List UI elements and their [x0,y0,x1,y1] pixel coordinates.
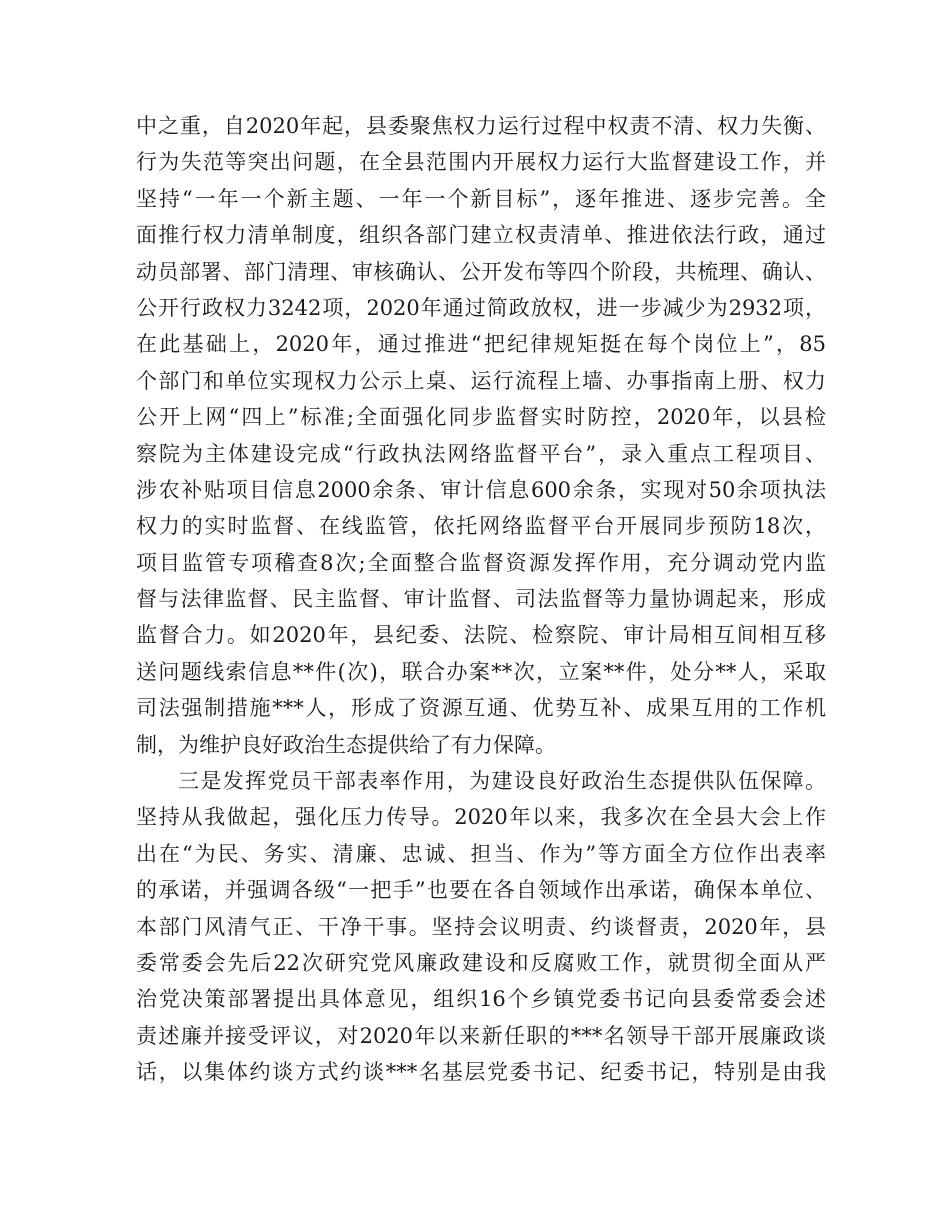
text-line: 送问题线索信息**件(次)，联合办案**次，立案**件，处分**人，采取 [136,659,826,684]
text-line: 委常委会先后22次研究党风廉政建设和反腐败工作，就贯彻全面从严 [136,950,826,975]
text-line: 涉农补贴项目信息2000余条、审计信息600余条，实现对50余项执法 [136,477,826,502]
text-line: 出在“为民、务实、清廉、忠诚、担当、作为”等方面全方位作出表率 [136,841,826,866]
text-line: 本部门风清气正、干净干事。坚持会议明责、约谈督责，2020年，县 [136,914,826,939]
text-line: 坚持“一年一个新主题、一年一个新目标”，逐年推进、逐步完善。全 [136,186,826,211]
text-line: 权力的实时监督、在线监管，依托网络监督平台开展同步预防18次， [136,514,826,539]
text-line: 制，为维护良好政治生态提供给了有力保障。 [136,732,556,757]
text-line: 个部门和单位实现权力公示上桌、运行流程上墙、办事指南上册、权力 [136,368,826,393]
text-line: 中之重，自2020年起，县委聚焦权力运行过程中权责不清、权力失衡、 [136,114,826,138]
text-line: 行为失范等突出问题，在全县范围内开展权力运行大监督建设工作，并 [136,150,826,175]
text-line: 公开上网“四上”标准;全面强化同步监督实时防控，2020年，以县检 [136,405,826,430]
text-line: 话，以集体约谈方式约谈***名基层党委书记、纪委书记，特别是由我 [136,1060,826,1085]
text-line: 动员部署、部门清理、审核确认、公开发布等四个阶段，共梳理、确认、 [136,259,826,284]
text-line: 项目监管专项稽查8次;全面整合监督资源发挥作用，充分调动党内监 [136,550,826,575]
text-line: 三是发挥党员干部表率作用，为建设良好政治生态提供队伍保障。 [178,769,826,794]
text-line: 的承诺，并强调各级“一把手”也要在各自领域作出承诺，确保本单位、 [136,878,826,903]
text-line: 治党决策部署提出具体意见，组织16个乡镇党委书记向县委常委会述 [136,987,826,1012]
text-line: 公开行政权力3242项，2020年通过简政放权，进一步减少为2932项， [136,295,826,320]
text-line: 司法强制措施***人，形成了资源互通、优势互补、成果互用的工作机 [136,696,826,721]
text-line: 在此基础上，2020年，通过推进“把纪律规矩挺在每个岗位上”，85 [136,332,826,357]
text-line: 面推行权力清单制度，组织各部门建立权责清单、推进依法行政，通过 [136,223,826,248]
text-line: 坚持从我做起，强化压力传导。2020年以来，我多次在全县大会上作 [136,805,826,830]
text-line: 责述廉并接受评议，对2020年以来新任职的***名领导干部开展廉政谈 [136,1023,826,1048]
text-line: 察院为主体建设完成“行政执法网络监督平台”，录入重点工程项目、 [136,441,826,466]
text-line: 督与法律监督、民主监督、审计监督、司法监督等力量协调起来，形成 [136,587,826,612]
document-body [136,108,826,1091]
text-line: 监督合力。如2020年，县纪委、法院、检察院、审计局相互间相互移 [136,623,826,648]
